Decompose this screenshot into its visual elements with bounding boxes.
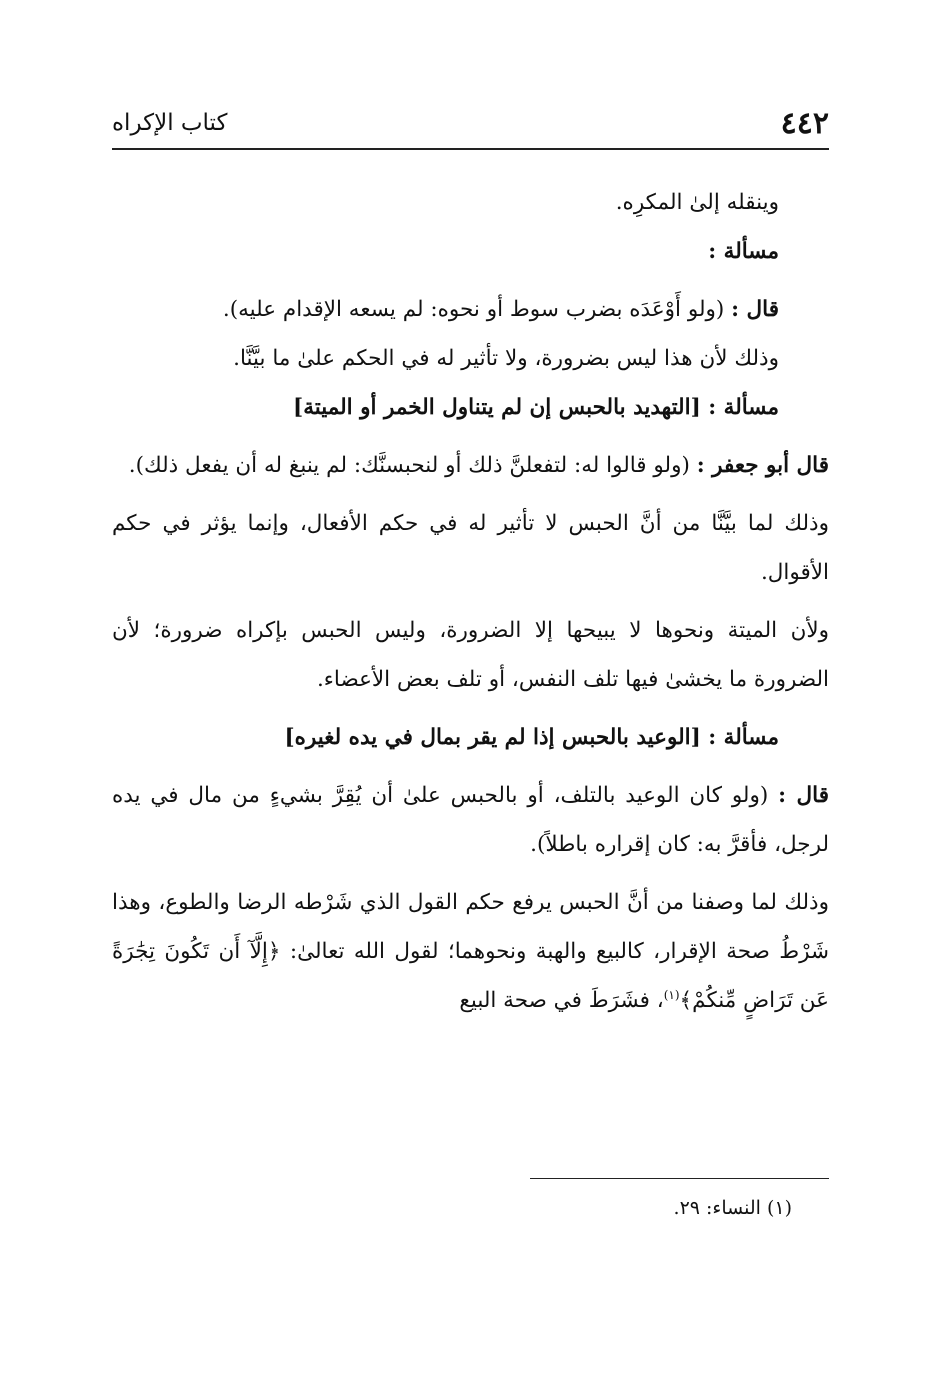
speaker-label: قال أبو جعفر : <box>696 453 829 478</box>
quote-text: (ولو كان الوعيد بالتلف، أو بالحبس علىٰ أن يُقِرَّ بشيءٍ من مال في يده لرجل، فأقرَّ به: كان إقراره باطلاً). <box>112 783 829 857</box>
section-title: [الوعيد بالحبس إذا لم يقر بمال في يده لغيره] <box>284 725 709 750</box>
section-heading <box>112 713 829 762</box>
section-label: مسألة : <box>708 239 779 264</box>
speaker-label: قال : <box>778 783 829 808</box>
speaker-label: قال : <box>731 297 779 322</box>
running-header <box>112 98 829 150</box>
page-number: ٤٤٢ <box>780 106 829 141</box>
paragraph-text: وذلك لما وصفنا من أنَّ الحبس يرفع حكم القول الذي شَرْطه الرضا والطوع، وهذا شَرْطُ صحة الإقرار، كالبيع والهبة ونحوهما؛ لقول الله تعالىٰ: ﴿إِلَّآ أَن تَكُونَ تِجَٰرَةً عَن تَرَاضٍ مِّنكُمْ﴾ <box>112 890 829 1013</box>
section-label: مسألة : <box>708 395 779 420</box>
quote-text: (ولو قالوا له: لتفعلنَّ ذلك أو لنحبسنَّك: لم ينبغ له أن يفعل ذلك). <box>128 453 697 478</box>
paragraph: وينقله إلىٰ المكرِه. <box>615 190 779 215</box>
paragraph <box>112 878 829 1025</box>
section-title: [التهديد بالحبس إن لم يتناول الخمر أو الميتة] <box>293 395 709 420</box>
book-title: كتاب الإكراه <box>112 110 228 136</box>
main-text <box>112 178 829 1025</box>
paragraph: ولأن الميتة ونحوها لا يبيحها إلا الضرورة، وليس الحبس بإكراه ضرورة؛ لأن الضرورة ما يخشىٰ فيها تلف النفس، أو تلف بعض الأعضاء. <box>112 618 829 692</box>
footnote-divider <box>530 1178 829 1179</box>
footnote: (١) النساء: ٢٩. <box>673 1197 792 1219</box>
paragraph: وذلك لما بيَّنَّا من أنَّ الحبس لا تأثير له في حكم الأفعال، وإنما يؤثر في حكم الأقوال. <box>112 511 829 585</box>
paragraph: وذلك لأن هذا ليس بضرورة، ولا تأثير له في الحكم علىٰ ما بيَّنَّا. <box>233 346 779 371</box>
section-label: مسألة : <box>708 725 779 750</box>
paragraph <box>112 771 829 869</box>
paragraph-text: ، فشَرَطَ في صحة البيع <box>459 988 664 1013</box>
footnote-ref: (١) <box>663 987 680 1002</box>
section-heading <box>112 383 829 432</box>
paragraph <box>112 285 829 334</box>
paragraph <box>112 441 829 490</box>
quote-text: (ولو أَوْعَدَه بضرب سوط أو نحوه: لم يسعه الإقدام عليه). <box>222 297 732 322</box>
